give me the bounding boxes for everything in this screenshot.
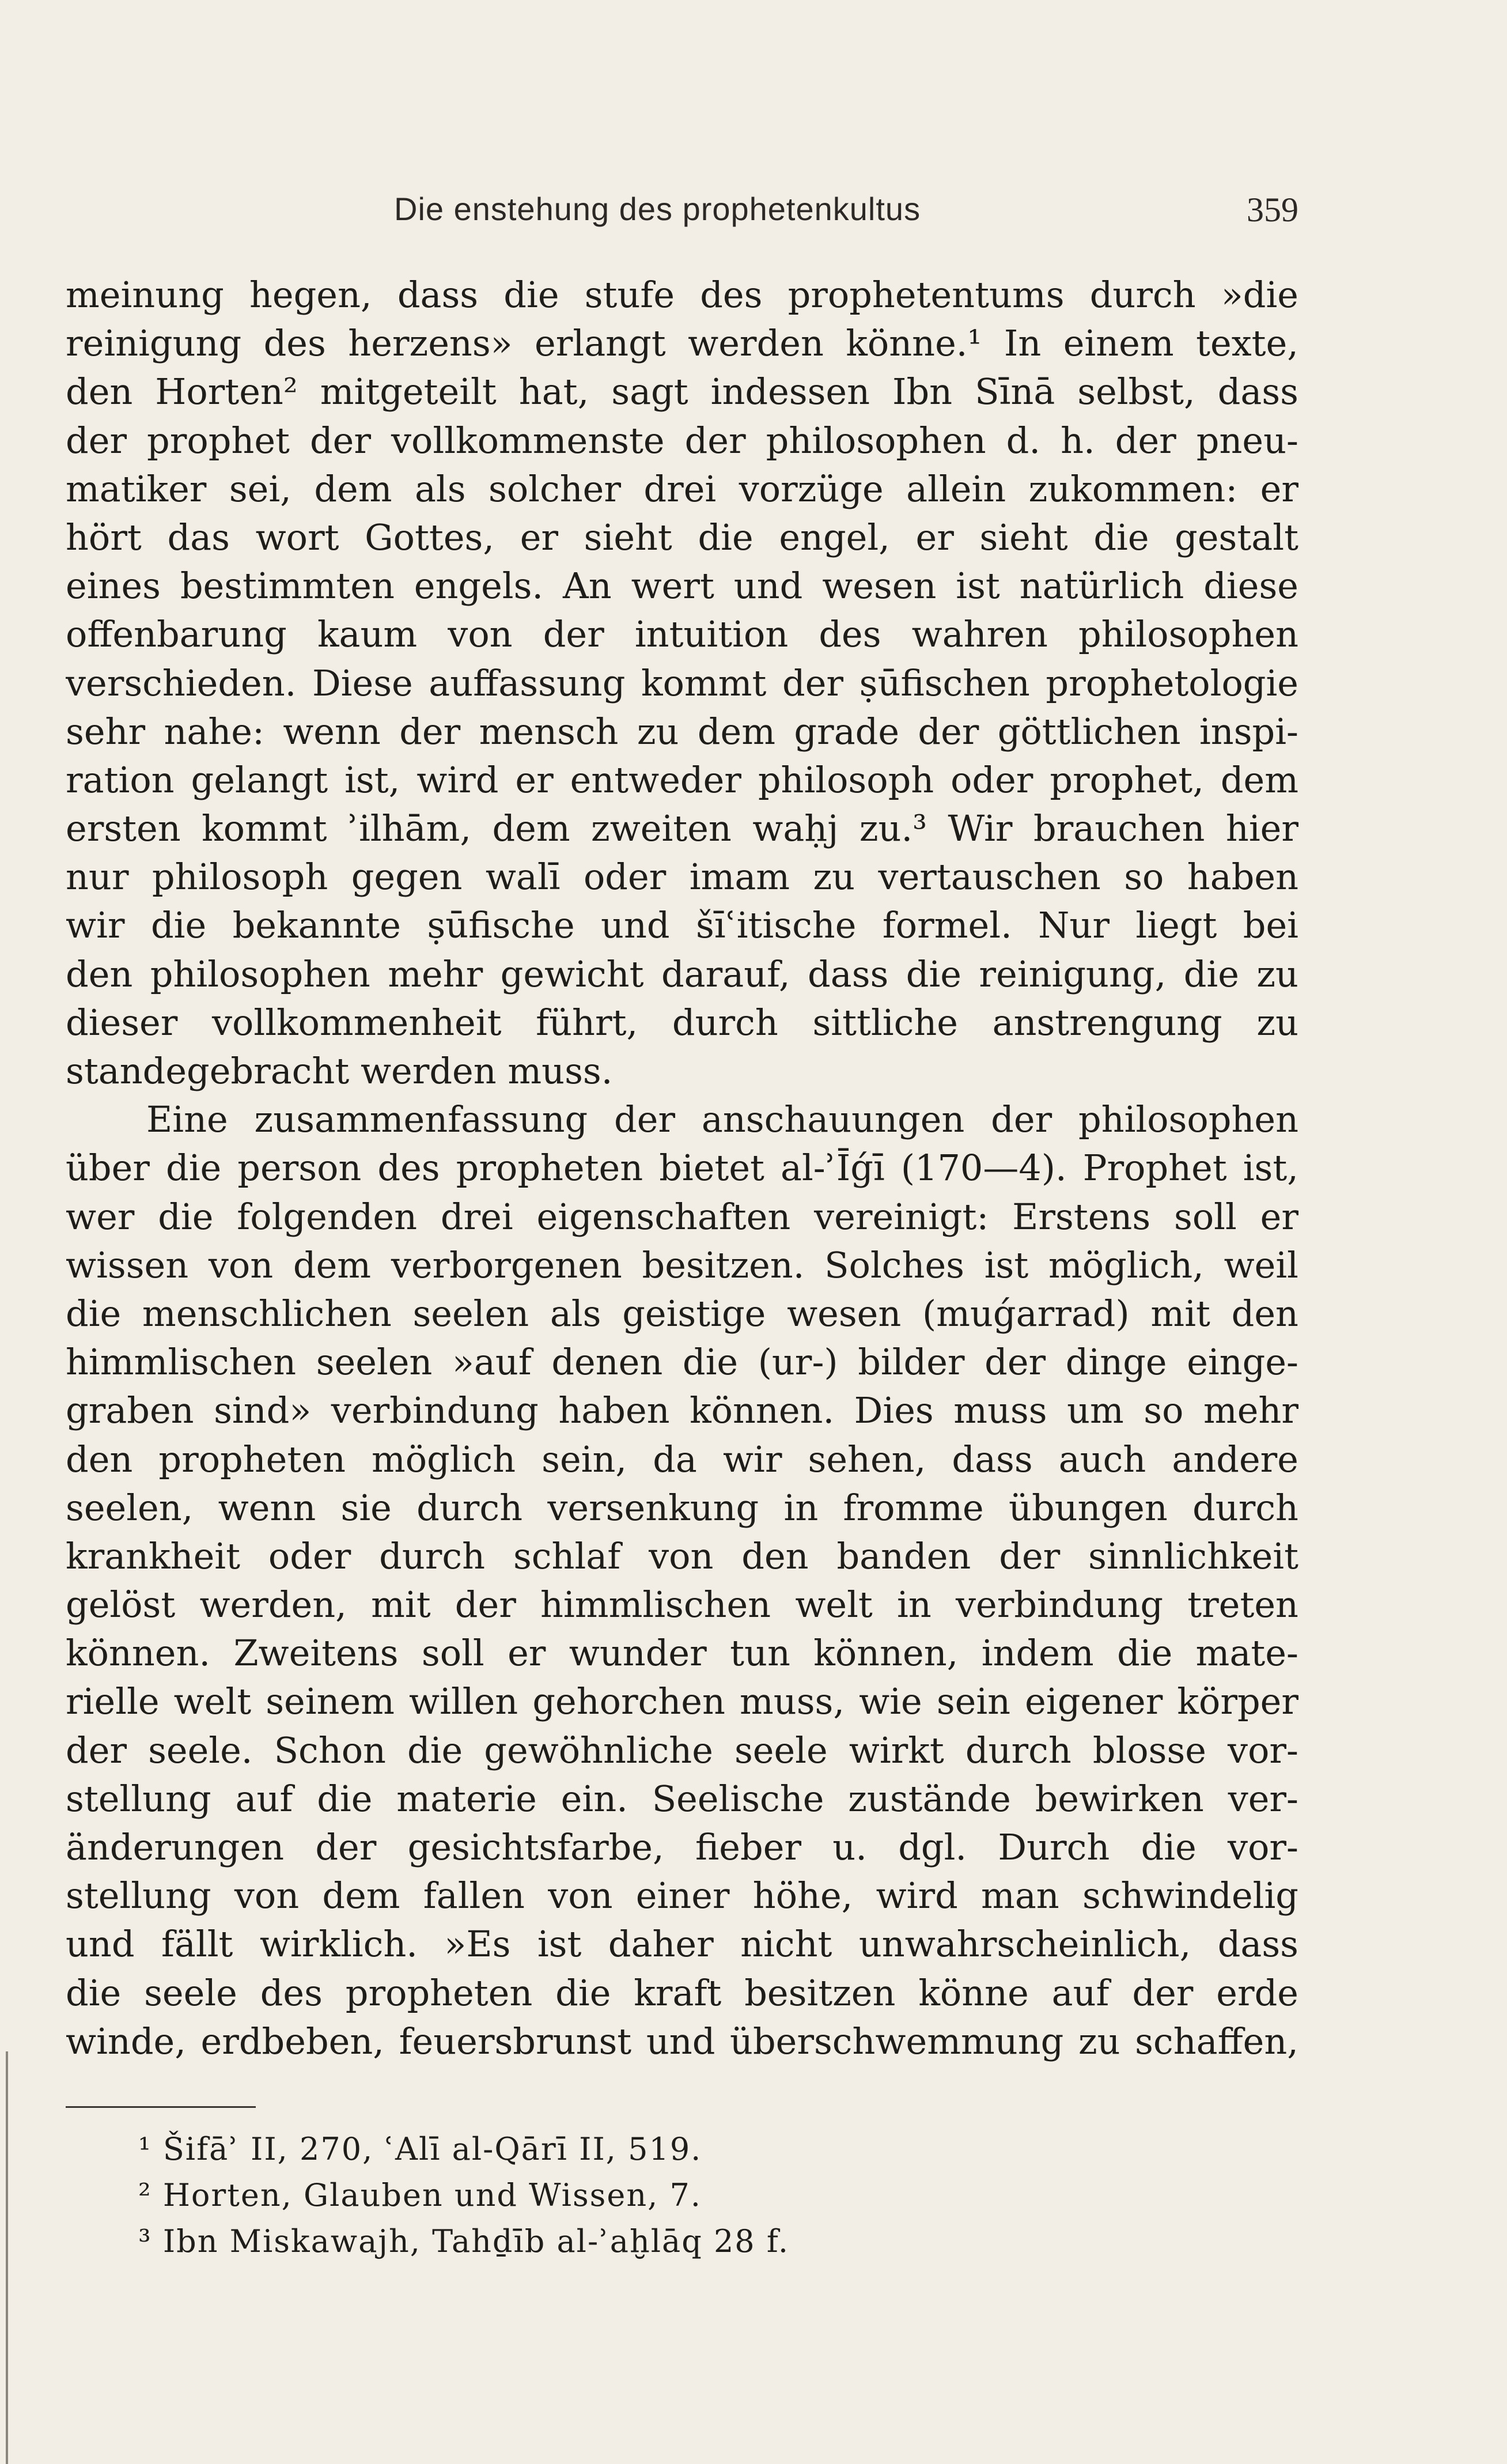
- text-line: über die person des propheten bietet al-ʾĪǵī (170—4). Prophet ist,: [66, 1147, 1298, 1189]
- page-edge-shadow: [6, 2051, 8, 2464]
- text-line: krankheit oder durch schlaf von den banden der sinnlichkeit: [66, 1535, 1298, 1577]
- text-line: ration gelangt ist, wird er entweder philosoph oder prophet, dem: [66, 758, 1298, 801]
- text-line: dieser vollkommenheit führt, durch sittliche anstrengung zu: [66, 1001, 1298, 1044]
- text-line: graben sind» verbindung haben können. Dies muss um so mehr: [66, 1389, 1298, 1432]
- paragraph-start-line: Eine zusammenfassung der anschauungen der philosophen: [146, 1098, 1298, 1141]
- text-line: offenbarung kaum von der intuition des wahren philosophen: [66, 613, 1298, 656]
- body-text: [66, 271, 1298, 2066]
- running-head: Die enstehung des prophetenkultus: [394, 191, 921, 227]
- footnote-1: ¹ Šifāʾ II, 270, ʿAlī al-Qārī II, 519.: [138, 2131, 702, 2167]
- text-line: standegebracht werden muss.: [66, 1050, 613, 1092]
- text-line: der prophet der vollkommenste der philosophen d. h. der pneu-: [66, 419, 1298, 462]
- text-line: wir die bekannte ṣūfische und šīʿitische formel. Nur liegt bei: [66, 904, 1298, 947]
- text-line: den Horten² mitgeteilt hat, sagt indessen Ibn Sīnā selbst, dass: [66, 371, 1298, 413]
- text-line: wer die folgenden drei eigenschaften vereinigt: Erstens soll er: [66, 1195, 1298, 1238]
- text-line: ersten kommt ʾilhām, dem zweiten waḥj zu.³ Wir brauchen hier: [66, 807, 1298, 850]
- text-line: matiker sei, dem als solcher drei vorzüge allein zukommen: er: [66, 467, 1298, 510]
- text-line: meinung hegen, dass die stufe des prophetentums durch »die: [66, 274, 1298, 316]
- text-line: können. Zweitens soll er wunder tun können, indem die mate-: [66, 1632, 1298, 1675]
- text-line: hört das wort Gottes, er sieht die engel, er sieht die gestalt: [66, 516, 1298, 558]
- text-line: die seele des propheten die kraft besitzen könne auf der erde: [66, 1971, 1298, 2014]
- text-line: himmlischen seelen »auf denen die (ur-) bilder der dinge einge-: [66, 1341, 1298, 1384]
- text-line: die menschlichen seelen als geistige wesen (muǵarrad) mit den: [66, 1292, 1298, 1335]
- text-line: den propheten möglich sein, da wir sehen, dass auch andere: [66, 1438, 1298, 1480]
- footnote-2: ² Horten, Glauben und Wissen, 7.: [138, 2177, 702, 2213]
- text-line: und fällt wirklich. »Es ist daher nicht unwahrscheinlich, dass: [66, 1923, 1298, 1966]
- text-line: sehr nahe: wenn der mensch zu dem grade der göttlichen inspi-: [66, 710, 1298, 753]
- text-line: reinigung des herzens» erlangt werden könne.¹ In einem texte,: [66, 322, 1298, 365]
- footnote-3: ³ Ibn Miskawajh, Tahḏīb al-ʾaḫlāq 28 f.: [138, 2223, 790, 2259]
- text-line: gelöst werden, mit der himmlischen welt in verbindung treten: [66, 1584, 1298, 1626]
- text-line: stellung von dem fallen von einer höhe, wird man schwindelig: [66, 1875, 1298, 1917]
- text-line: nur philosoph gegen walī oder imam zu vertauschen so haben: [66, 856, 1298, 898]
- footnote-divider: [66, 2106, 256, 2108]
- text-line: den philosophen mehr gewicht darauf, dass die reinigung, die zu: [66, 953, 1298, 995]
- text-line: seelen, wenn sie durch versenkung in fromme übungen durch: [66, 1486, 1298, 1529]
- footnotes: [138, 2126, 1233, 2265]
- text-line: wissen von dem verborgenen besitzen. Solches ist möglich, weil: [66, 1244, 1298, 1286]
- text-line: änderungen der gesichtsfarbe, fieber u. dgl. Durch die vor-: [66, 1826, 1298, 1868]
- page-number: 359: [1247, 191, 1298, 229]
- text-line: winde, erdbeben, feuersbrunst und überschwemmung zu schaffen,: [66, 2020, 1298, 2062]
- text-line: der seele. Schon die gewöhnliche seele wirkt durch blosse vor-: [66, 1729, 1298, 1771]
- page-header: [66, 190, 1298, 236]
- text-line: rielle welt seinem willen gehorchen muss, wie sein eigener körper: [66, 1680, 1298, 1723]
- text-line: eines bestimmten engels. An wert und wesen ist natürlich diese: [66, 565, 1298, 607]
- text-line: verschieden. Diese auffassung kommt der ṣūfischen prophetologie: [66, 662, 1298, 704]
- text-line: stellung auf die materie ein. Seelische zustände bewirken ver-: [66, 1777, 1298, 1820]
